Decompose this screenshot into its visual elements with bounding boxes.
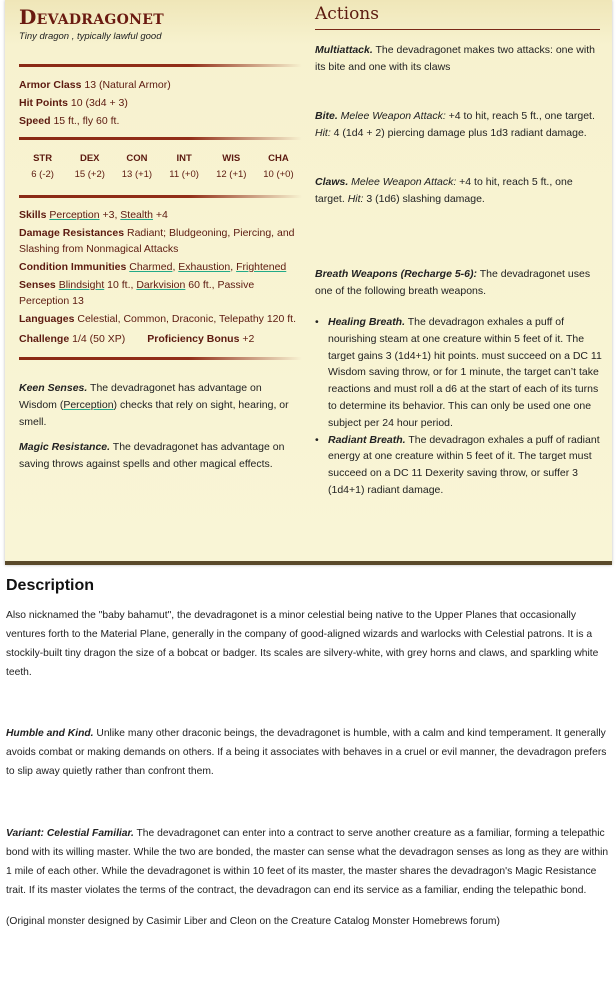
credit-note: (Original monster designed by Casimir Liber and Cleon on the Creature Catalog Monster Homebrews forum) bbox=[6, 916, 500, 927]
breath-text: The devadragon exhales a puff of radiant energy at one creature within 5 feet of it. The target must succeed on a DC 11 Dexerity saving throw, or suffer 3 (1d4+1) radiant damage. bbox=[328, 433, 600, 496]
action-name: Multiattack. bbox=[315, 44, 373, 56]
action-breath-weapons bbox=[315, 266, 600, 300]
actions-heading: Actions bbox=[315, 4, 379, 24]
paragraph-title: Humble and Kind. bbox=[6, 728, 94, 739]
value: Celestial, Common, Draconic, Telepathy 120 ft. bbox=[77, 313, 297, 325]
ability-value: 11 (+0) bbox=[169, 169, 199, 180]
description-heading: Description bbox=[6, 577, 95, 594]
ability-dex bbox=[66, 151, 113, 183]
attack-type: Melee Weapon Attack: bbox=[337, 110, 446, 122]
perception-link[interactable]: Perception bbox=[49, 209, 100, 221]
action-text: +4 to hit, reach 5 ft., one target. bbox=[445, 110, 595, 122]
stealth-link[interactable]: Stealth bbox=[120, 209, 153, 221]
ability-int bbox=[161, 151, 208, 183]
hit-label: Hit: bbox=[347, 193, 364, 205]
trait-text: ) checks that rely on sight, hearing, or smell. bbox=[19, 399, 289, 428]
label: Languages bbox=[19, 313, 75, 325]
ability-name: CON bbox=[126, 153, 148, 164]
senses bbox=[19, 277, 302, 309]
value: 10 ft., bbox=[104, 279, 137, 291]
divider bbox=[19, 357, 302, 360]
action-claws bbox=[315, 174, 600, 208]
stat-block-right-column bbox=[315, 0, 603, 499]
stat-block-left-column bbox=[19, 0, 302, 473]
label: Skills bbox=[19, 209, 47, 221]
trait-name: Magic Resistance. bbox=[19, 441, 111, 453]
perception-link[interactable]: Perception bbox=[63, 399, 114, 411]
divider bbox=[315, 29, 600, 30]
charmed-link[interactable]: Charmed bbox=[129, 261, 173, 273]
monster-name: Devadragonet bbox=[19, 5, 164, 29]
celestial-familiar-paragraph bbox=[6, 824, 610, 900]
skills bbox=[19, 207, 302, 223]
damage-resistances bbox=[19, 225, 302, 257]
blindsight-link[interactable]: Blindsight bbox=[58, 279, 105, 291]
divider bbox=[19, 137, 302, 140]
ability-scores bbox=[19, 151, 302, 183]
value: +4 bbox=[153, 209, 168, 221]
darkvision-link[interactable]: Darkvision bbox=[136, 279, 186, 291]
value: 15 ft., fly 60 ft. bbox=[53, 115, 120, 127]
armor-class bbox=[19, 77, 302, 93]
trait-keen-senses bbox=[19, 380, 302, 431]
value: 60 ft., Passive Perception 13 bbox=[19, 279, 255, 307]
ability-con bbox=[113, 151, 160, 183]
breath-radiant bbox=[315, 432, 603, 499]
proficiency-bonus bbox=[147, 331, 254, 347]
breath-name: Healing Breath. bbox=[328, 316, 406, 328]
divider bbox=[19, 195, 302, 198]
ability-name: STR bbox=[33, 153, 53, 164]
action-text: 3 (1d6) slashing damage. bbox=[363, 193, 485, 205]
label: Challenge bbox=[19, 333, 70, 345]
condition-immunities: Condition Immunities Charmed, Exhaustion, Frightened bbox=[19, 261, 287, 273]
ability-cha bbox=[255, 151, 302, 183]
value: Radiant; Bludgeoning, Piercing, and Slashing from Nonmagical Attacks bbox=[19, 227, 295, 255]
exhaustion-link[interactable]: Exhaustion bbox=[178, 261, 231, 273]
breath-text: The devadragon exhales a puff of nourishing steam at one creature within 5 feet of it. The target gains 3 (1d4+1) hit points. must succeed on a DC 11 Wisdom saving throw, or for 1 minute, the target can’t take reactions and must roll a d6 at the start of each of its turns to determine its behavior. This can only be used one one subject per 24 hour period. bbox=[328, 316, 602, 429]
attack-type: Melee Weapon Attack: bbox=[348, 176, 457, 188]
action-name: Claws. bbox=[315, 176, 349, 188]
action-multiattack bbox=[315, 42, 600, 76]
stat-block bbox=[5, 0, 612, 565]
value: 1/4 (50 XP) bbox=[72, 333, 126, 345]
breath-name: Radiant Breath. bbox=[328, 433, 406, 446]
label: Condition Immunities bbox=[19, 261, 127, 273]
challenge-row bbox=[19, 331, 302, 347]
value: +3, bbox=[99, 209, 121, 221]
value: 10 (3d4 + 3) bbox=[70, 97, 128, 109]
humble-and-kind-paragraph bbox=[6, 724, 610, 781]
divider bbox=[19, 64, 302, 67]
label: Armor Class bbox=[19, 79, 82, 91]
breath-list bbox=[315, 314, 603, 499]
ability-wis bbox=[208, 151, 255, 183]
label: Senses bbox=[19, 279, 56, 291]
ability-value: 15 (+2) bbox=[74, 169, 105, 180]
frightened-link[interactable]: Frightened bbox=[236, 261, 287, 273]
value: +2 bbox=[242, 333, 255, 345]
paragraph-title: Variant: Celestial Familiar. bbox=[6, 828, 134, 839]
label: Speed bbox=[19, 115, 51, 127]
ability-value: 6 (-2) bbox=[31, 169, 54, 180]
paragraph-text: The devadragonet can enter into a contract to serve another creature as a familiar, forming a telepathic bond with its willing master. While the two are bonded, the master can sense what the devadragon senses as long as they are within 1 mile of each other. While the devadragonet is within 10 feet of its master, the master shares the devadragon's Magic Resistance trait. If its master violates the terms of the contract, the devadragon can end its service as a familiar, ending the telepathic bond. bbox=[6, 828, 609, 896]
action-text: +4 to hit, reach 5 ft., one target. bbox=[315, 176, 573, 205]
ability-name: WIS bbox=[222, 153, 241, 164]
action-text: The devadragonet makes two attacks: one with its bite and one with its claws bbox=[315, 44, 595, 73]
trait-name: Keen Senses. bbox=[19, 382, 88, 394]
ability-value: 13 (+1) bbox=[121, 169, 153, 180]
paragraph-text: Unlike many other draconic beings, the devadragonet is humble, with a calm and kind temperament. It generally avoids combat or making demands on others. If a being it associates with behaves in a cruel or evil manner, the devadragon prefers to slip away quietly rather than confront them. bbox=[6, 728, 607, 777]
ability-str bbox=[19, 151, 66, 183]
ability-name: INT bbox=[176, 153, 192, 164]
ability-name: DEX bbox=[79, 153, 100, 164]
label: Proficiency Bonus bbox=[147, 333, 240, 345]
trait-magic-resistance bbox=[19, 439, 302, 473]
trait-text: The devadragonet has advantage on saving throws against spells and other magical effects. bbox=[19, 441, 285, 470]
monster-type: Tiny dragon , typically lawful good bbox=[19, 31, 162, 42]
trait-text: The devadragonet has advantage on Wisdom ( bbox=[19, 382, 262, 411]
languages bbox=[19, 311, 302, 327]
ability-value: 10 (+0) bbox=[263, 169, 294, 180]
hit-label: Hit: bbox=[315, 127, 331, 139]
ability-name: CHA bbox=[268, 153, 289, 164]
description-section bbox=[6, 574, 610, 931]
challenge bbox=[19, 331, 125, 347]
label: Hit Points bbox=[19, 97, 68, 109]
label: Damage Resistances bbox=[19, 227, 125, 239]
speed bbox=[19, 113, 302, 129]
action-name: Breath Weapons (Recharge 5-6): bbox=[315, 268, 478, 280]
ability-value: 12 (+1) bbox=[216, 169, 247, 180]
action-bite bbox=[315, 108, 600, 142]
value: 13 (Natural Armor) bbox=[84, 79, 171, 91]
action-name: Bite. bbox=[315, 110, 338, 122]
hit-points bbox=[19, 95, 302, 111]
action-text: The devadragonet uses one of the following breath weapons. bbox=[315, 268, 591, 297]
breath-healing bbox=[315, 314, 603, 432]
description-paragraph: Also nicknamed the "baby bahamut", the devadragonet is a minor celestial being native to the Upper Planes that occasionally ventures forth to the Material Plane, generally in the company of good-aligned wizards and warlocks with Celestial patrons. It is a stockily-built tiny dragon the size of a bobcat or badger. Its scales are silvery-white, with grey horns and claws, and sparkling white teeth. bbox=[6, 610, 599, 678]
action-text: 4 (1d4 + 2) piercing damage plus 1d3 radiant damage. bbox=[330, 127, 587, 139]
